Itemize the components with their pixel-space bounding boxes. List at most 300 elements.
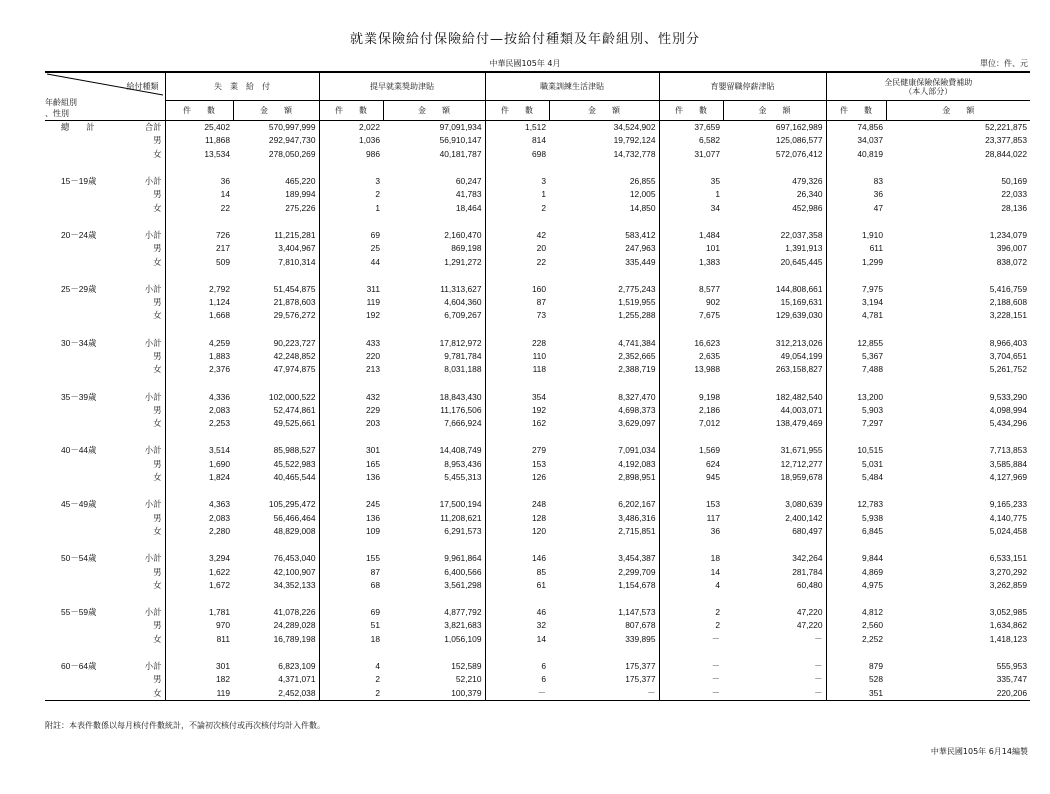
amount-cell: 47,220: [796, 607, 823, 618]
table-row: [45, 121, 1030, 135]
amount-cell: 3,270,292: [989, 566, 1027, 577]
amount-cell: 18,464: [455, 202, 482, 213]
amount-cell: 6,533,151: [989, 553, 1027, 564]
category-header: 育嬰留職停薪津貼: [659, 72, 826, 101]
count-cell: 945: [659, 471, 723, 484]
row-label-cell: [45, 188, 165, 201]
count-cell: 87: [319, 565, 383, 578]
amount-cell: 138,479,469: [775, 418, 823, 429]
amount-cell: 3,262,859: [989, 579, 1027, 590]
count-cell: 18: [319, 633, 383, 646]
count-cell: 120: [485, 525, 549, 538]
amount-cell: 9,961,864: [444, 553, 482, 564]
count-cell: 8,577: [659, 283, 723, 296]
age-group-label: 20－24歲: [61, 229, 97, 240]
count-cell: 1,824: [165, 471, 233, 484]
amount-cell: 11,208,621: [440, 512, 482, 523]
amount-cell: 4,127,969: [989, 472, 1027, 483]
count-cell: 4,363: [165, 498, 233, 511]
row-label-cell: [45, 148, 165, 161]
amount-cell: 14,850: [629, 202, 656, 213]
amount-cell: 7,091,034: [618, 445, 656, 456]
row-label-cell: [45, 309, 165, 322]
count-cell: 61: [485, 579, 549, 592]
count-cell: 217: [165, 242, 233, 255]
amount-cell: 182,482,540: [775, 391, 823, 402]
count-cell: 85: [485, 565, 549, 578]
table-row: [45, 498, 1030, 511]
amount-header: 金 額: [886, 101, 1030, 121]
count-cell: 1,569: [659, 444, 723, 457]
count-cell: 25: [319, 242, 383, 255]
amount-cell: 5,455,313: [444, 472, 482, 483]
table-row: [45, 337, 1030, 350]
amount-cell: －: [814, 633, 823, 644]
amount-cell: 2,898,951: [618, 472, 656, 483]
amount-cell: 51,454,875: [273, 283, 316, 294]
corner-top-label: 給付種類: [126, 82, 159, 91]
count-cell: 2,635: [659, 350, 723, 363]
amount-cell: 555,953: [996, 661, 1027, 672]
amount-cell: 5,434,296: [989, 418, 1027, 429]
row-label-cell: [45, 350, 165, 363]
count-cell: 34: [659, 201, 723, 214]
amount-cell: 680,497: [792, 525, 823, 536]
row-label-cell: [45, 498, 165, 511]
row-label-cell: [45, 565, 165, 578]
amount-cell: 3,821,683: [444, 620, 482, 631]
amount-cell: 5,416,759: [989, 283, 1027, 294]
amount-cell: 12,712,277: [780, 458, 823, 469]
amount-cell: 3,080,639: [785, 499, 823, 510]
count-cell: 1,690: [165, 458, 233, 471]
amount-cell: 41,783: [455, 189, 482, 200]
count-cell: 22: [485, 255, 549, 268]
group-spacer: [45, 592, 1030, 606]
table-row: [45, 296, 1030, 309]
count-cell: 128: [485, 512, 549, 525]
sex-label: 女: [153, 633, 162, 644]
count-cell: 7,012: [659, 417, 723, 430]
amount-cell: 3,454,387: [618, 553, 656, 564]
amount-cell: 18,959,678: [780, 472, 823, 483]
amount-cell: 56,466,464: [273, 512, 316, 523]
table-row: [45, 579, 1030, 592]
count-cell: 2,376: [165, 363, 233, 376]
amount-cell: 1,519,955: [618, 297, 656, 308]
count-cell: 2: [659, 606, 723, 619]
amount-cell: 572,076,412: [775, 148, 823, 159]
count-cell: 6: [485, 673, 549, 686]
amount-cell: 3,228,151: [989, 310, 1027, 321]
amount-cell: 11,215,281: [274, 229, 316, 240]
amount-cell: 144,808,661: [775, 283, 823, 294]
count-cell: 311: [319, 283, 383, 296]
count-cell: 245: [319, 498, 383, 511]
count-cell: 74,856: [826, 121, 886, 135]
table-row: [45, 148, 1030, 161]
amount-cell: 52,210: [455, 674, 482, 685]
row-label-cell: [45, 525, 165, 538]
amount-cell: 7,713,853: [989, 445, 1027, 456]
group-spacer: [45, 646, 1030, 660]
table-row: [45, 255, 1030, 268]
corner-bottom-label-2: 、性別: [45, 109, 69, 118]
count-cell: 136: [319, 471, 383, 484]
table-row: [45, 309, 1030, 322]
count-cell: 9,844: [826, 552, 886, 565]
amount-cell: 281,784: [792, 566, 823, 577]
row-label-cell: [45, 687, 165, 701]
count-cell: 433: [319, 337, 383, 350]
count-cell: 279: [485, 444, 549, 457]
amount-cell: 247,963: [625, 243, 656, 254]
count-cell: 109: [319, 525, 383, 538]
amount-cell: 9,533,290: [989, 391, 1027, 402]
amount-cell: 28,844,022: [985, 148, 1027, 159]
amount-cell: 7,810,314: [278, 256, 316, 267]
count-cell: 354: [485, 390, 549, 403]
amount-cell: 100,379: [383, 687, 485, 701]
amount-cell: 29,576,272: [273, 310, 316, 321]
count-cell: 153: [485, 458, 549, 471]
amount-cell: 6,202,167: [618, 499, 656, 510]
row-label-cell: [45, 458, 165, 471]
amount-cell: 4,192,083: [618, 458, 656, 469]
count-cell: －: [659, 673, 723, 686]
count-cell: 509: [165, 255, 233, 268]
count-cell: 83: [826, 175, 886, 188]
amount-cell: 175,377: [625, 661, 656, 672]
count-cell: 2: [485, 201, 549, 214]
amount-cell: 34,524,902: [613, 122, 656, 133]
amount-cell: －: [723, 687, 826, 701]
amount-cell: 47,220: [796, 620, 823, 631]
amount-cell: 9,781,784: [444, 351, 482, 361]
age-group-label: 總 計: [61, 122, 95, 133]
sex-label: 小計: [144, 229, 162, 240]
count-cell: 13,534: [165, 148, 233, 161]
amount-cell: 40,465,544: [273, 472, 316, 483]
count-cell: 5,367: [826, 350, 886, 363]
amount-cell: 3,629,097: [618, 418, 656, 429]
count-cell: 229: [319, 404, 383, 417]
sex-label: 男: [153, 297, 162, 308]
count-header: 件 數: [319, 101, 383, 121]
amount-cell: 4,371,071: [278, 674, 316, 685]
count-cell: 2,560: [826, 619, 886, 632]
amount-cell: 292,947,730: [268, 135, 316, 146]
amount-cell: 342,264: [792, 553, 823, 564]
amount-cell: 5,024,458: [989, 525, 1027, 536]
table-row: [45, 283, 1030, 296]
table-row: [45, 673, 1030, 686]
count-cell: 44: [319, 255, 383, 268]
row-label-cell: [45, 444, 165, 457]
count-cell: 1,124: [165, 296, 233, 309]
count-cell: 31,077: [659, 148, 723, 161]
count-cell: －: [659, 660, 723, 673]
count-cell: 20: [485, 242, 549, 255]
row-label-cell: [45, 579, 165, 592]
count-cell: 12,783: [826, 498, 886, 511]
amount-cell: 2,160,470: [444, 229, 482, 240]
group-spacer: [45, 538, 1030, 552]
count-header: 件 數: [165, 101, 233, 121]
sex-label: 女: [153, 525, 162, 536]
count-cell: 2,252: [826, 633, 886, 646]
count-cell: 248: [485, 498, 549, 511]
count-cell: 2,253: [165, 417, 233, 430]
sex-label: 男: [153, 243, 162, 254]
amount-cell: 339,895: [625, 633, 656, 644]
count-cell: 814: [485, 134, 549, 147]
count-cell: 1,672: [165, 579, 233, 592]
row-label-cell: [45, 201, 165, 214]
count-cell: 7,975: [826, 283, 886, 296]
count-cell: 153: [659, 498, 723, 511]
count-cell: 624: [659, 458, 723, 471]
amount-cell: 697,162,989: [775, 122, 823, 133]
table-row: [45, 471, 1030, 484]
count-cell: 18: [659, 552, 723, 565]
count-cell: 2: [319, 687, 383, 701]
count-cell: 7,297: [826, 417, 886, 430]
sex-label: 女: [153, 202, 162, 213]
age-group-label: 50－54歲: [61, 553, 97, 564]
sex-label: 男: [153, 135, 162, 146]
age-group-label: 60－64歲: [61, 661, 97, 672]
table-row: [45, 525, 1030, 538]
count-cell: 9,198: [659, 390, 723, 403]
count-cell: 146: [485, 552, 549, 565]
row-label-cell: [45, 471, 165, 484]
amount-cell: 50,169: [1001, 176, 1027, 187]
count-cell: 36: [165, 175, 233, 188]
row-label-cell: [45, 512, 165, 525]
table-row: [45, 188, 1030, 201]
count-cell: 4: [659, 579, 723, 592]
sex-label: 小計: [144, 445, 162, 456]
sex-label: 小計: [144, 391, 162, 402]
count-cell: 69: [319, 606, 383, 619]
sex-label: 女: [153, 418, 162, 429]
amount-cell: 42,100,907: [273, 566, 316, 577]
count-cell: 51: [319, 619, 383, 632]
sex-label: 男: [153, 620, 162, 631]
amount-cell: 7,666,924: [444, 418, 482, 429]
unit-label: 單位：件、元: [980, 59, 1028, 68]
count-cell: －: [659, 687, 723, 701]
amount-cell: 76,453,040: [273, 553, 316, 564]
amount-cell: 11,176,506: [440, 404, 482, 415]
amount-cell: 28,136: [1001, 202, 1027, 213]
amount-cell: 34,352,133: [273, 579, 316, 590]
group-spacer: [45, 430, 1030, 444]
table-title: 就業保險給付保險給付—按給付種類及年齡組別、性別分: [349, 32, 700, 47]
amount-cell: 45,522,983: [273, 458, 316, 469]
row-label-cell: [45, 673, 165, 686]
compiled-date: 中華民國105年 6月14編製: [930, 747, 1028, 756]
count-cell: 7,675: [659, 309, 723, 322]
count-cell: 32: [485, 619, 549, 632]
count-cell: 1: [319, 201, 383, 214]
amount-cell: 47,974,875: [273, 364, 316, 375]
count-cell: 1,622: [165, 565, 233, 578]
amount-cell: 278,050,269: [268, 148, 316, 159]
count-cell: －: [485, 687, 549, 701]
sex-label: 小計: [144, 553, 162, 564]
amount-cell: 26,855: [629, 176, 656, 187]
count-cell: 2,022: [319, 121, 383, 135]
amount-cell: 9,165,233: [989, 499, 1027, 510]
table-row: [45, 417, 1030, 430]
count-cell: 4,975: [826, 579, 886, 592]
count-cell: －: [659, 633, 723, 646]
count-cell: 3: [319, 175, 383, 188]
count-cell: 14: [485, 633, 549, 646]
amount-cell: 1,147,573: [618, 607, 656, 618]
count-cell: 2,083: [165, 404, 233, 417]
count-cell: 7,488: [826, 363, 886, 376]
amount-cell: 52,221,875: [985, 122, 1027, 133]
amount-cell: 60,480: [796, 579, 823, 590]
amount-cell: 11,313,627: [440, 283, 482, 294]
amount-cell: 1,154,678: [618, 579, 656, 590]
amount-cell: 15,169,631: [780, 297, 823, 308]
amount-cell: 2,400,142: [785, 512, 823, 523]
row-label-cell: [45, 134, 165, 147]
row-label-cell: [45, 121, 165, 135]
amount-cell: 22,037,358: [780, 229, 823, 240]
count-cell: 5,484: [826, 471, 886, 484]
count-cell: 4,336: [165, 390, 233, 403]
amount-cell: 90,223,727: [273, 337, 316, 348]
category-header: 失 業 給 付: [165, 72, 319, 101]
count-cell: 5,938: [826, 512, 886, 525]
count-cell: 6: [485, 660, 549, 673]
category-header: 職業訓練生活津貼: [485, 72, 659, 101]
amount-cell: 2,452,038: [233, 687, 319, 701]
sex-label: 女: [153, 472, 162, 483]
sex-label: 女: [153, 687, 162, 698]
age-group-label: 55－59歲: [61, 607, 97, 618]
amount-cell: 1,291,272: [444, 256, 482, 267]
group-spacer: [45, 323, 1030, 337]
count-cell: 2,280: [165, 525, 233, 538]
amount-cell: 3,585,884: [989, 458, 1027, 469]
count-cell: 3,514: [165, 444, 233, 457]
amount-cell: 1,056,109: [444, 633, 482, 644]
count-cell: 22: [165, 201, 233, 214]
sex-label: 男: [153, 404, 162, 415]
amount-cell: 97,091,934: [439, 122, 482, 133]
header-corner: [45, 72, 165, 121]
count-cell: 4,812: [826, 606, 886, 619]
amount-cell: 4,877,792: [444, 607, 482, 618]
sex-label: 女: [153, 310, 162, 321]
group-spacer: [45, 269, 1030, 283]
table-row: [45, 619, 1030, 632]
amount-cell: 3,052,985: [989, 607, 1027, 618]
sex-label: 小計: [144, 283, 162, 294]
row-label-cell: [45, 242, 165, 255]
amount-cell: 570,997,999: [268, 122, 316, 133]
count-cell: 3: [485, 175, 549, 188]
count-cell: 1,484: [659, 229, 723, 242]
count-cell: 528: [826, 673, 886, 686]
amount-cell: 105,295,472: [268, 499, 316, 510]
amount-cell: 807,678: [625, 620, 656, 631]
table-row: [45, 606, 1030, 619]
amount-cell: 18,843,430: [439, 391, 482, 402]
sex-label: 小計: [144, 499, 162, 510]
amount-cell: 40,181,787: [439, 148, 482, 159]
amount-cell: 3,486,316: [618, 512, 656, 523]
amount-cell: 1,634,862: [989, 620, 1027, 631]
count-cell: 14: [165, 188, 233, 201]
amount-cell: 23,377,853: [985, 135, 1027, 146]
amount-cell: 396,007: [996, 243, 1027, 254]
count-cell: 4: [319, 660, 383, 673]
count-cell: 902: [659, 296, 723, 309]
count-cell: 220: [319, 350, 383, 363]
count-cell: 36: [826, 188, 886, 201]
amount-cell: －: [814, 674, 823, 685]
count-cell: 4,869: [826, 565, 886, 578]
count-cell: 126: [485, 471, 549, 484]
amount-cell: 1,418,123: [989, 633, 1027, 644]
count-cell: 136: [319, 512, 383, 525]
amount-cell: 4,140,775: [989, 512, 1027, 523]
amount-cell: 60,247: [455, 176, 482, 187]
count-cell: 192: [319, 309, 383, 322]
count-cell: 182: [165, 673, 233, 686]
count-cell: 2,083: [165, 512, 233, 525]
count-cell: 16,623: [659, 337, 723, 350]
category-header: 提早就業獎助津貼: [319, 72, 485, 101]
amount-cell: 335,747: [996, 674, 1027, 685]
row-label-cell: [45, 606, 165, 619]
amount-cell: 8,966,403: [989, 337, 1027, 348]
count-cell: 192: [485, 404, 549, 417]
count-cell: 203: [319, 417, 383, 430]
count-cell: 811: [165, 633, 233, 646]
count-cell: 117: [659, 512, 723, 525]
sex-label: 合計: [144, 122, 162, 133]
amount-cell: 4,098,994: [989, 404, 1027, 415]
amount-cell: 4,741,384: [618, 337, 656, 348]
sex-label: 小計: [144, 176, 162, 187]
amount-cell: 17,500,194: [439, 499, 482, 510]
amount-cell: 19,792,124: [613, 135, 656, 146]
count-cell: 213: [319, 363, 383, 376]
count-cell: 228: [485, 337, 549, 350]
count-cell: 1,299: [826, 255, 886, 268]
amount-cell: 838,072: [996, 256, 1027, 267]
amount-cell: 3,561,298: [444, 579, 482, 590]
sex-label: 男: [153, 351, 162, 361]
amount-cell: 175,377: [625, 674, 656, 685]
count-cell: 611: [826, 242, 886, 255]
amount-cell: 2,352,665: [618, 351, 656, 361]
count-cell: 2,186: [659, 404, 723, 417]
amount-cell: 56,910,147: [439, 135, 482, 146]
count-cell: 1,910: [826, 229, 886, 242]
count-cell: 3,294: [165, 552, 233, 565]
count-cell: 110: [485, 350, 549, 363]
amount-cell: 129,639,030: [775, 310, 823, 321]
